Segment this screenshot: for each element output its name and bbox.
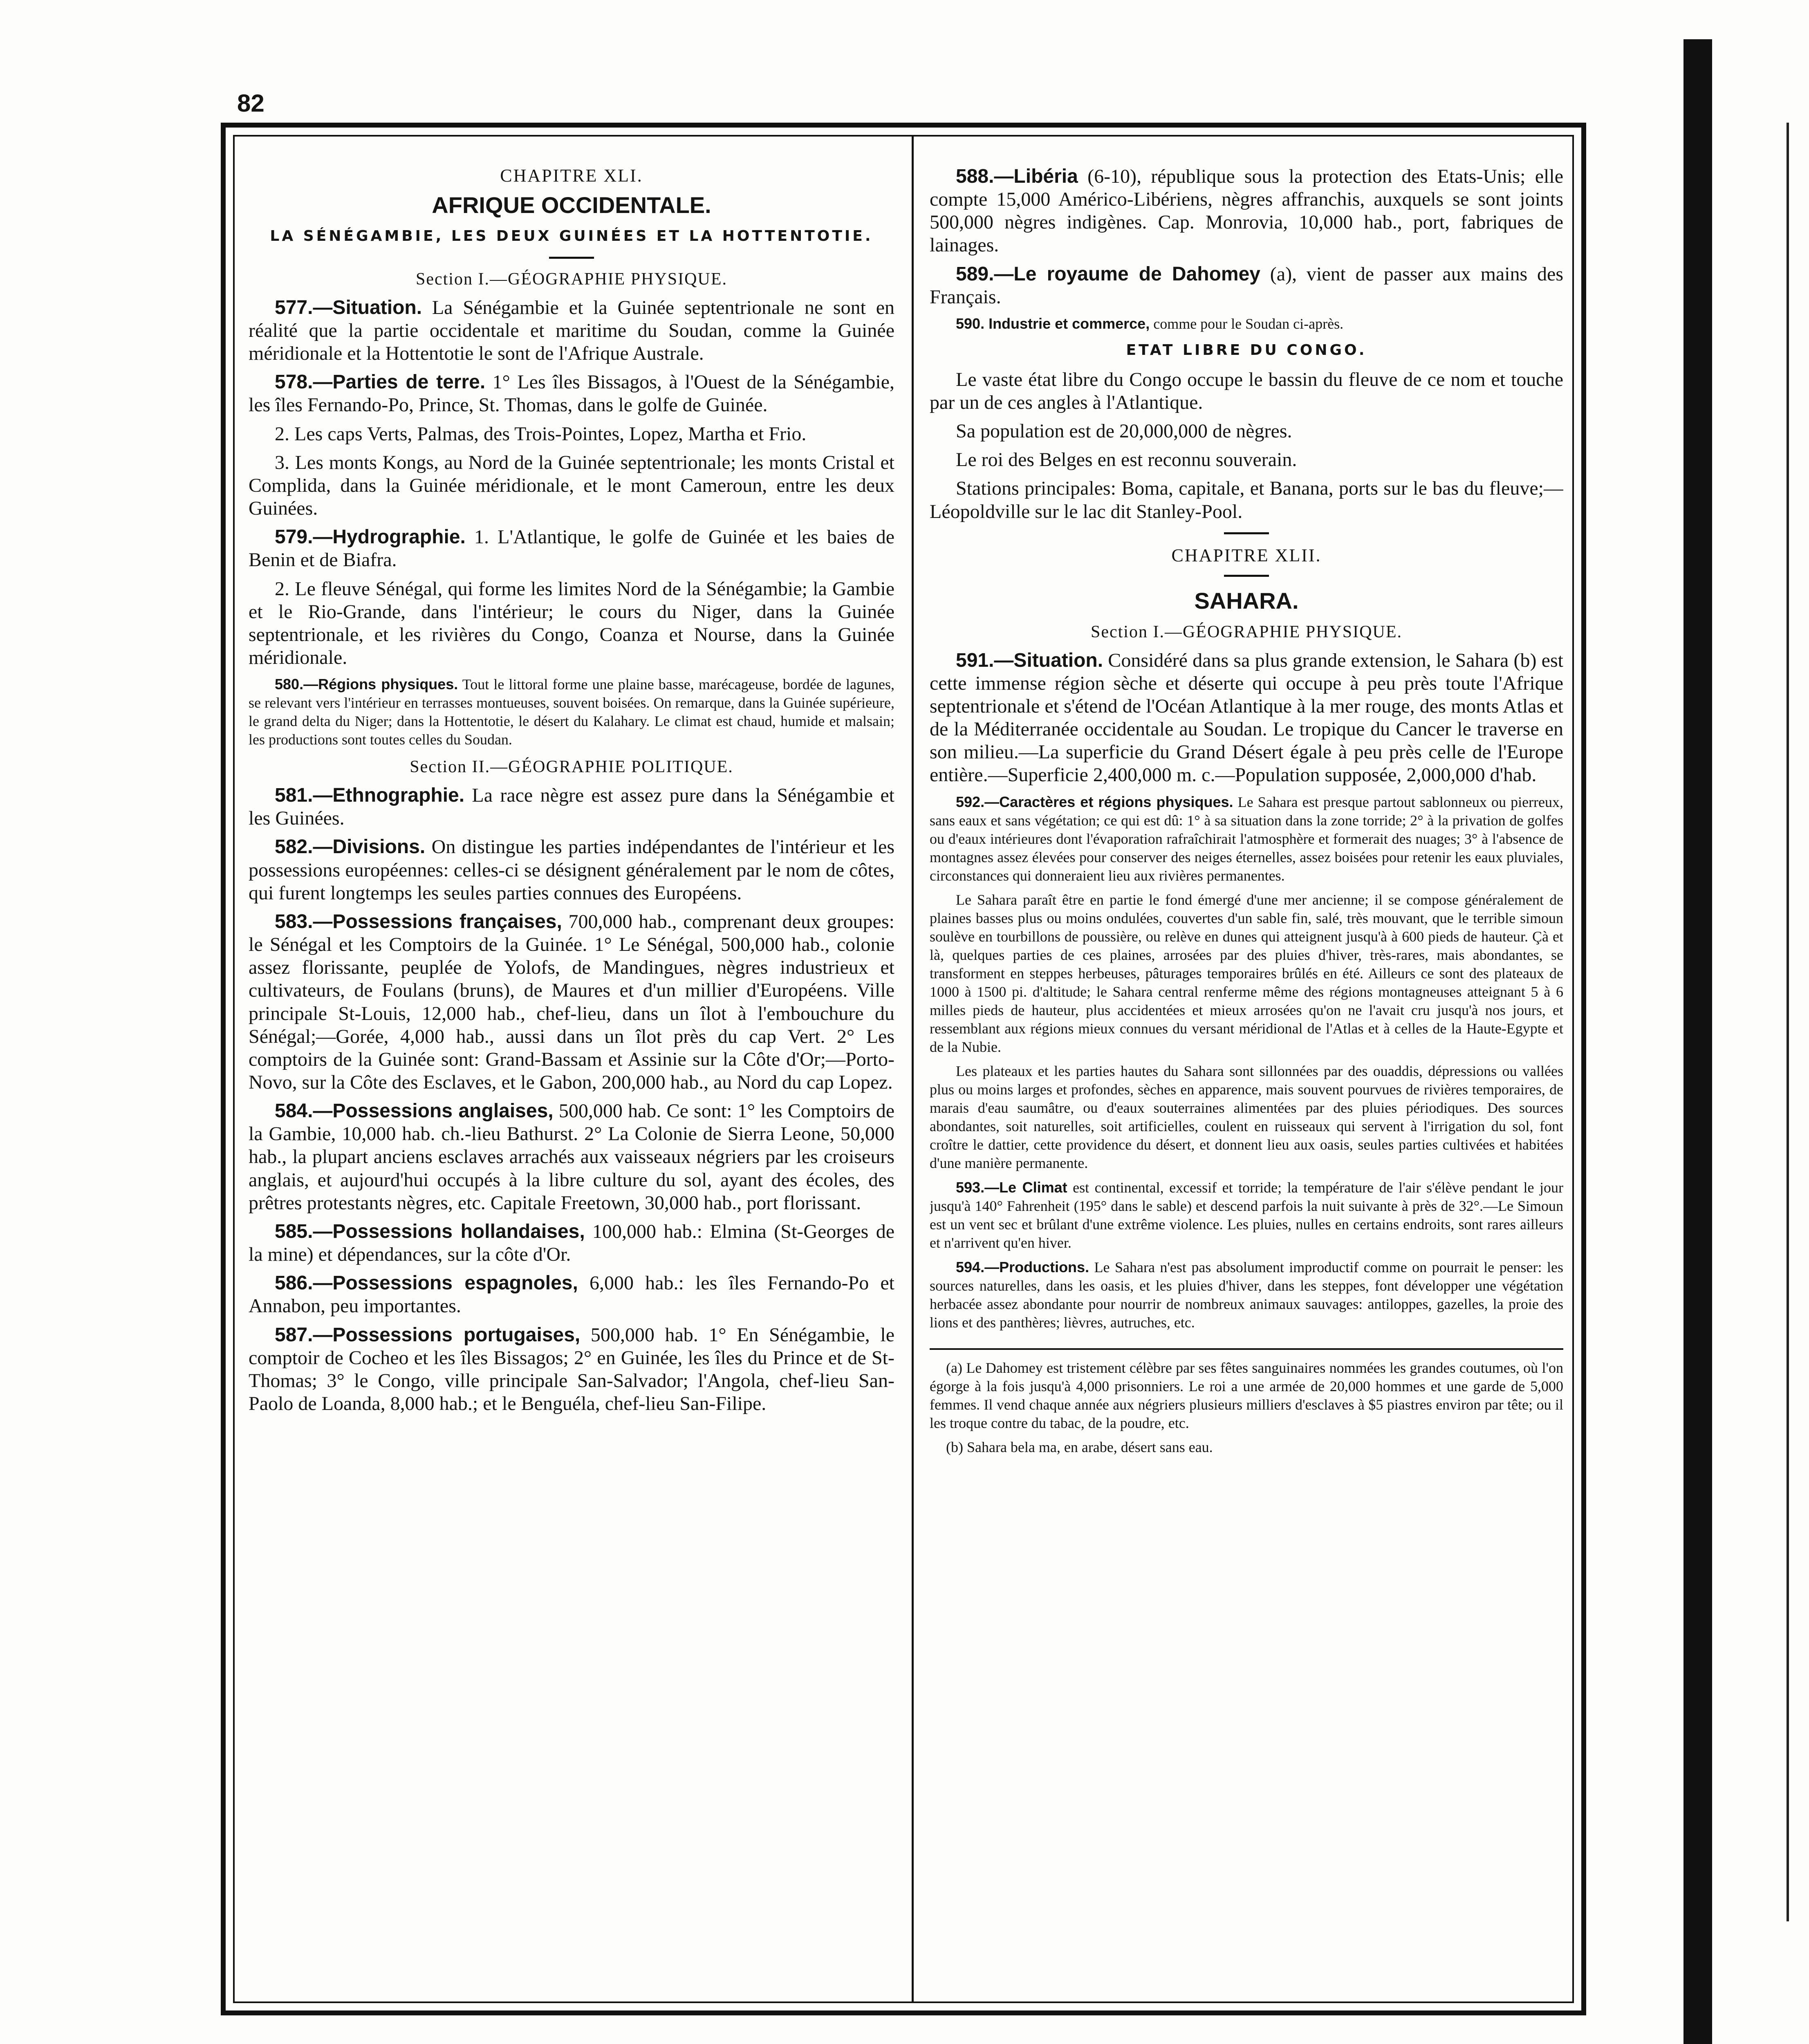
paragraph-heading: 577.—Situation. [275, 296, 422, 318]
paragraph-heading: 588.—Libéria [956, 166, 1078, 187]
column-divider [912, 137, 914, 2001]
paragraph-text: On distingue les parties indépendantes de l'intérieur et les possessions européennes: celles-ci se désignent généralement par le nom de côtes, qui furent longtemps les seules parties connues des Européens. [249, 836, 894, 904]
left-column [249, 165, 894, 1985]
paragraph-579-2: 2. Le fleuve Sénégal, qui forme les limites Nord de la Sénégambie; la Gambie et le Rio-Grande, dans l'intérieur; le cours du Niger, dans la Guinée septentrionale, et les rivières du Congo, Coanza et Nourse, dans la Guinée méridionale. [249, 578, 894, 668]
paragraph-text: 100,000 hab.: Elmina (St-Georges de la mine) et dépendances, sur la côte d'Or. [249, 1220, 894, 1266]
footnotes [930, 1348, 1563, 1457]
paragraph-heading: 590. Industrie et commerce, [956, 315, 1150, 332]
paragraph-congo-3: Le roi des Belges en est reconnu souverain. [956, 449, 1297, 471]
paragraph-congo-4: Stations principales: Boma, capitale, et Banana, ports sur le bas du fleuve;—Léopoldville sur le lac dit Stanley-Pool. [930, 477, 1563, 522]
paragraph-text: (6-10), république sous la protection des Etats-Unis; elle compte 15,000 Américo-Libériens, nègres affranchis, auxquels se sont joints 500,000 nègres indigènes. Cap. Monrovia, 10,000 hab., port, fabriques de lainages. [930, 166, 1563, 256]
footnote-a: (a) Le Dahomey est tristement célèbre par ses fêtes sanguinaires nommées les grandes coutumes, où l'on égorge à la fois jusqu'à 4,000 prisonniers. Le roi a une armée de 20,000 hommes et une garde de 5,000 femmes. Il vend chaque année aux négriers plusieurs milliers d'esclaves à $5 piastres environ par tête; ou il les troque contre du tabac, de la poudre, etc. [930, 1359, 1563, 1431]
chapter-heading: CHAPITRE XLI. [500, 166, 643, 186]
paragraph-592-b: Le Sahara paraît être en partie le fond émergé d'une mer ancienne; il se compose généralement de plaines basses plus ou moins ondulées, couvertes d'un sable fin, salé, très mouvant, que le terrible simoun soulève en tourbillons de poussière, ou relève en dunes qui atteignent jusqu'à à 600 pieds de hauteur. Çà et là, quelques parties de ces plaines, arrosées par des pluies d'hiver, très-rares, mais abondantes, se transforment en steppes herbeuses, pâturages temporaires brûlés en été. Ailleurs ce sont des plateaux de 1000 à 1500 pi. d'altitude; le Sahara central renferme même des régions montagneuses atteignant 5 à 6 milles pieds de hauteur, plus accidentées et mieux arrosées qu'on ne l'avait cru jusqu'à nos jours, et ressemblant aux régions mieux connues du versant méridional de l'Atlas et à celles de la Haute-Egypte et de la Nubie. [930, 891, 1563, 1055]
paragraph-heading: 579.—Hydrographie. [275, 526, 466, 548]
paragraph-heading: 593.—Le Climat [956, 1179, 1067, 1196]
paragraph-heading: 578.—Parties de terre. [275, 371, 486, 393]
section-heading: Section I.—GÉOGRAPHIE PHYSIQUE. [1091, 622, 1402, 641]
footnote-b: (b) Sahara bela ma, en arabe, désert sans eau. [946, 1439, 1213, 1455]
paragraph-heading: 582.—Divisions. [275, 836, 426, 858]
page-frame [221, 123, 1586, 2015]
paragraph-586 [249, 1272, 894, 1318]
paragraph-text: 500,000 hab. Ce sont: 1° les Comptoirs de la Gambie, 10,000 hab. ch.-lieu Bathurst. 2° La Colonie de Sierra Leone, 50,000 hab., la plupart anciens esclaves arrachés aux vaisseaux négriers par les croiseurs anglais, et aujourd'hui occupés à la libre culture du sol, ayant des écoles, des prêtres protestants nègres, etc. Capitale Freetown, 30,000 hab., port florissant. [249, 1100, 894, 1214]
paragraph-583 [249, 910, 894, 1094]
paragraph-congo-2: Sa population est de 20,000,000 de nègres. [956, 420, 1292, 442]
chapter-subtitle: LA SÉNÉGAMBIE, LES DEUX GUINÉES ET LA HOTTENTOTIE. [270, 228, 873, 244]
paragraph-581 [249, 784, 894, 830]
paragraph-text: Le Sahara n'est pas absolument improductif comme on pourrait le penser: les sources naturelles, dans les oasis, et les pluies d'hiver, dans les steppes, font développer une végétation herbacée assez abondante pour nourrir de nombreux animaux sauvages: antiloppes, gazelles, la proie des lions et des panthères; lièvres, autruches, etc. [930, 1259, 1563, 1331]
paragraph-582 [249, 836, 894, 904]
paragraph-590 [930, 314, 1563, 333]
section-heading: Section II.—GÉOGRAPHIE POLITIQUE. [410, 758, 733, 777]
rule [1224, 575, 1269, 577]
paragraph-congo-1: Le vaste état libre du Congo occupe le bassin du fleuve de ce nom et touche par un de ces angles à l'Atlantique. [930, 368, 1563, 413]
paragraph-591 [930, 649, 1563, 787]
paragraph-text: Le Sahara est presque partout sablonneux ou pierreux, sans eaux et sans végétation; ce qui est dû: 1° à sa situation dans la zone torride; 2° à la privation de golfes ou d'eaux intérieures dont l'évaporation rafraîchirait l'atmosphère et formerait des nuages; 3° à l'absence de montagnes assez élevées pour conserver des neiges éternelles, assez boisées pour retenir les eaux pluviales, circonstances qui donneraient lieu aux rivières permanentes. [930, 793, 1563, 884]
paragraph-heading: 592.—Caractères et régions physiques. [956, 793, 1233, 810]
paragraph-heading: 594.—Productions. [956, 1258, 1089, 1275]
paragraph-heading: 591.—Situation. [956, 649, 1103, 671]
adjacent-page-edge [1787, 123, 1789, 1921]
section-heading: Section I.—GÉOGRAPHIE PHYSIQUE. [416, 269, 727, 289]
paragraph-589 [930, 263, 1563, 309]
paragraph-579 [249, 526, 894, 572]
paragraph-594 [930, 1258, 1563, 1332]
paragraph-578-2: 2. Les caps Verts, Palmas, des Trois-Pointes, Lopez, Martha et Frio. [275, 423, 807, 445]
paragraph-text: 500,000 hab. 1° En Sénégambie, le comptoir de Cocheo et les îles Bissagos; 2° en Guinée, les îles du Prince et de St-Thomas; 3° le Congo, ville principale San-Salvador; l'Angola, chef-lieu San-Paolo de Loanda, 8,000 hab.; et le Benguéla, chef-lieu San-Filipe. [249, 1324, 894, 1415]
paragraph-heading: 583.—Possessions françaises, [275, 910, 562, 932]
paragraph-text: (a), vient de passer aux mains des Français. [930, 263, 1563, 308]
binding-edge [1683, 39, 1712, 2044]
paragraph-heading: 587.—Possessions portugaises, [275, 1324, 581, 1346]
paragraph-584 [249, 1100, 894, 1215]
rule [1224, 532, 1269, 534]
paragraph-text: Considéré dans sa plus grande extension, le Sahara (b) est cette immense région sèche et déserte qui occupe à peu près toute l'Afrique septentrionale et s'étend de l'Océan Atlantique à la mer rouge, des monts Atlas et de la Méditerranée occidentale au Soudan. Le tropique du Cancer le traverse en son milieu.—La superficie du Grand Désert égale à peu près celle de l'Europe entière.—Superficie 2,400,000 m. c.—Population supposée, 2,000,000 d'hab. [930, 649, 1563, 786]
right-column [930, 165, 1563, 1985]
inner-frame [233, 135, 1574, 2003]
paragraph-588 [930, 165, 1563, 257]
section-heading-congo: ETAT LIBRE DU CONGO. [1126, 341, 1367, 359]
chapter-heading: CHAPITRE XLII. [1171, 545, 1322, 565]
chapter-title: SAHARA. [1194, 587, 1299, 614]
page-number: 82 [237, 90, 265, 117]
rule [549, 257, 594, 259]
paragraph-text: La Sénégambie et la Guinée septentrionale ne sont en réalité que la partie occidentale et maritime du Soudan, comme la Guinée méridionale et la Hottentotie le sont de l'Afrique Australe. [249, 296, 894, 365]
paragraph-text: comme pour le Soudan ci-après. [1150, 315, 1344, 332]
paragraph-heading: 586.—Possessions espagnoles, [275, 1272, 578, 1294]
paragraph-593 [930, 1178, 1563, 1252]
paragraph-592 [930, 793, 1563, 885]
paragraph-text: 1. L'Atlantique, le golfe de Guinée et les baies de Benin et de Biafra. [249, 526, 894, 571]
paragraph-580 [249, 675, 894, 749]
paragraph-text: est continental, excessif et torride; la température de l'air s'élève pendant le jour jusqu'à 140° Fahrenheit (195° dans le sable) et descend parfois la nuit suivante à près de 32°.—Le Simoun est un vent sec et brûlant d'une extrême violence. Les pluies, nulles en certains endroits, sont rares ailleurs et n'arrivent qu'en hiver. [930, 1179, 1563, 1251]
paragraph-587 [249, 1324, 894, 1416]
paragraph-578 [249, 371, 894, 417]
paragraph-text: 6,000 hab.: les îles Fernando-Po et Annabon, peu importantes. [249, 1272, 894, 1317]
chapter-title: AFRIQUE OCCIDENTALE. [432, 192, 711, 218]
paragraph-577 [249, 296, 894, 365]
paragraph-heading: 580.—Régions physiques. [275, 676, 458, 693]
paragraph-578-3: 3. Les monts Kongs, au Nord de la Guinée septentrionale; les monts Cristal et Complida, dans la Guinée méridionale, et le mont Cameroun, entre les deux Guinées. [249, 451, 894, 520]
paragraph-585 [249, 1220, 894, 1266]
paragraph-heading: 589.—Le royaume de Dahomey [956, 263, 1260, 285]
paragraph-heading: 584.—Possessions anglaises, [275, 1100, 554, 1122]
paragraph-text: 700,000 hab., comprenant deux groupes: le Sénégal et les Comptoirs de la Guinée. 1° Le Sénégal, 500,000 hab., colonie assez florissante, peuplée de Yolofs, de Mandingues, nègres industrieux et cultivateurs, de Foulans (bruns), de Maures et d'un millier d'Européens. Ville principale St-Louis, 12,000 hab., chef-lieu, dans un îlot à l'embouchure du Sénégal;—Gorée, 4,000 hab., aussi dans un îlot près du cap Vert. 2° Les comptoirs de la Guinée sont: Grand-Bassam et Assinie sur la Côte d'Or;—Porto-Novo, sur la Côte des Esclaves, et le Gabon, 200,000 hab., au Nord du cap Lopez. [249, 910, 894, 1094]
paragraph-text: La race nègre est assez pure dans la Sénégambie et les Guinées. [249, 784, 894, 829]
paragraph-text: Tout le littoral forme une plaine basse, marécageuse, bordée de lagunes, se relevant vers l'intérieur en terrasses montueuses, souvent boisées. On remarque, dans la Guinée supérieure, le grand delta du Niger; dans la Hottentotie, le désert du Kalahary. Le climat est chaud, humide et malsain; les productions sont toutes celles du Soudan. [249, 676, 894, 748]
paragraph-592-c: Les plateaux et les parties hautes du Sahara sont sillonnées par des ouaddis, dépressions ou vallées plus ou moins larges et profondes, sèches en apparence, mais souvent pourvues de rivières temporaires, de marais d'eau saumâtre, ou d'eaux souterraines alimentées par des pluies périodiques. Des sources abondantes, soit naturelles, soit artificielles, coulent en ruisseaux qui servent à l'irrigation du sol, font croître le dattier, cette providence du désert, et donnent lieu aux oasis, seules parties cultivées et habitées d'une manière permanente. [930, 1062, 1563, 1171]
paragraph-heading: 581.—Ethnographie. [275, 784, 465, 807]
paragraph-text: 1° Les îles Bissagos, à l'Ouest de la Sénégambie, les îles Fernando-Po, Prince, St. Thomas, dans le golfe de Guinée. [249, 371, 894, 416]
paragraph-heading: 585.—Possessions hollandaises, [275, 1220, 585, 1242]
